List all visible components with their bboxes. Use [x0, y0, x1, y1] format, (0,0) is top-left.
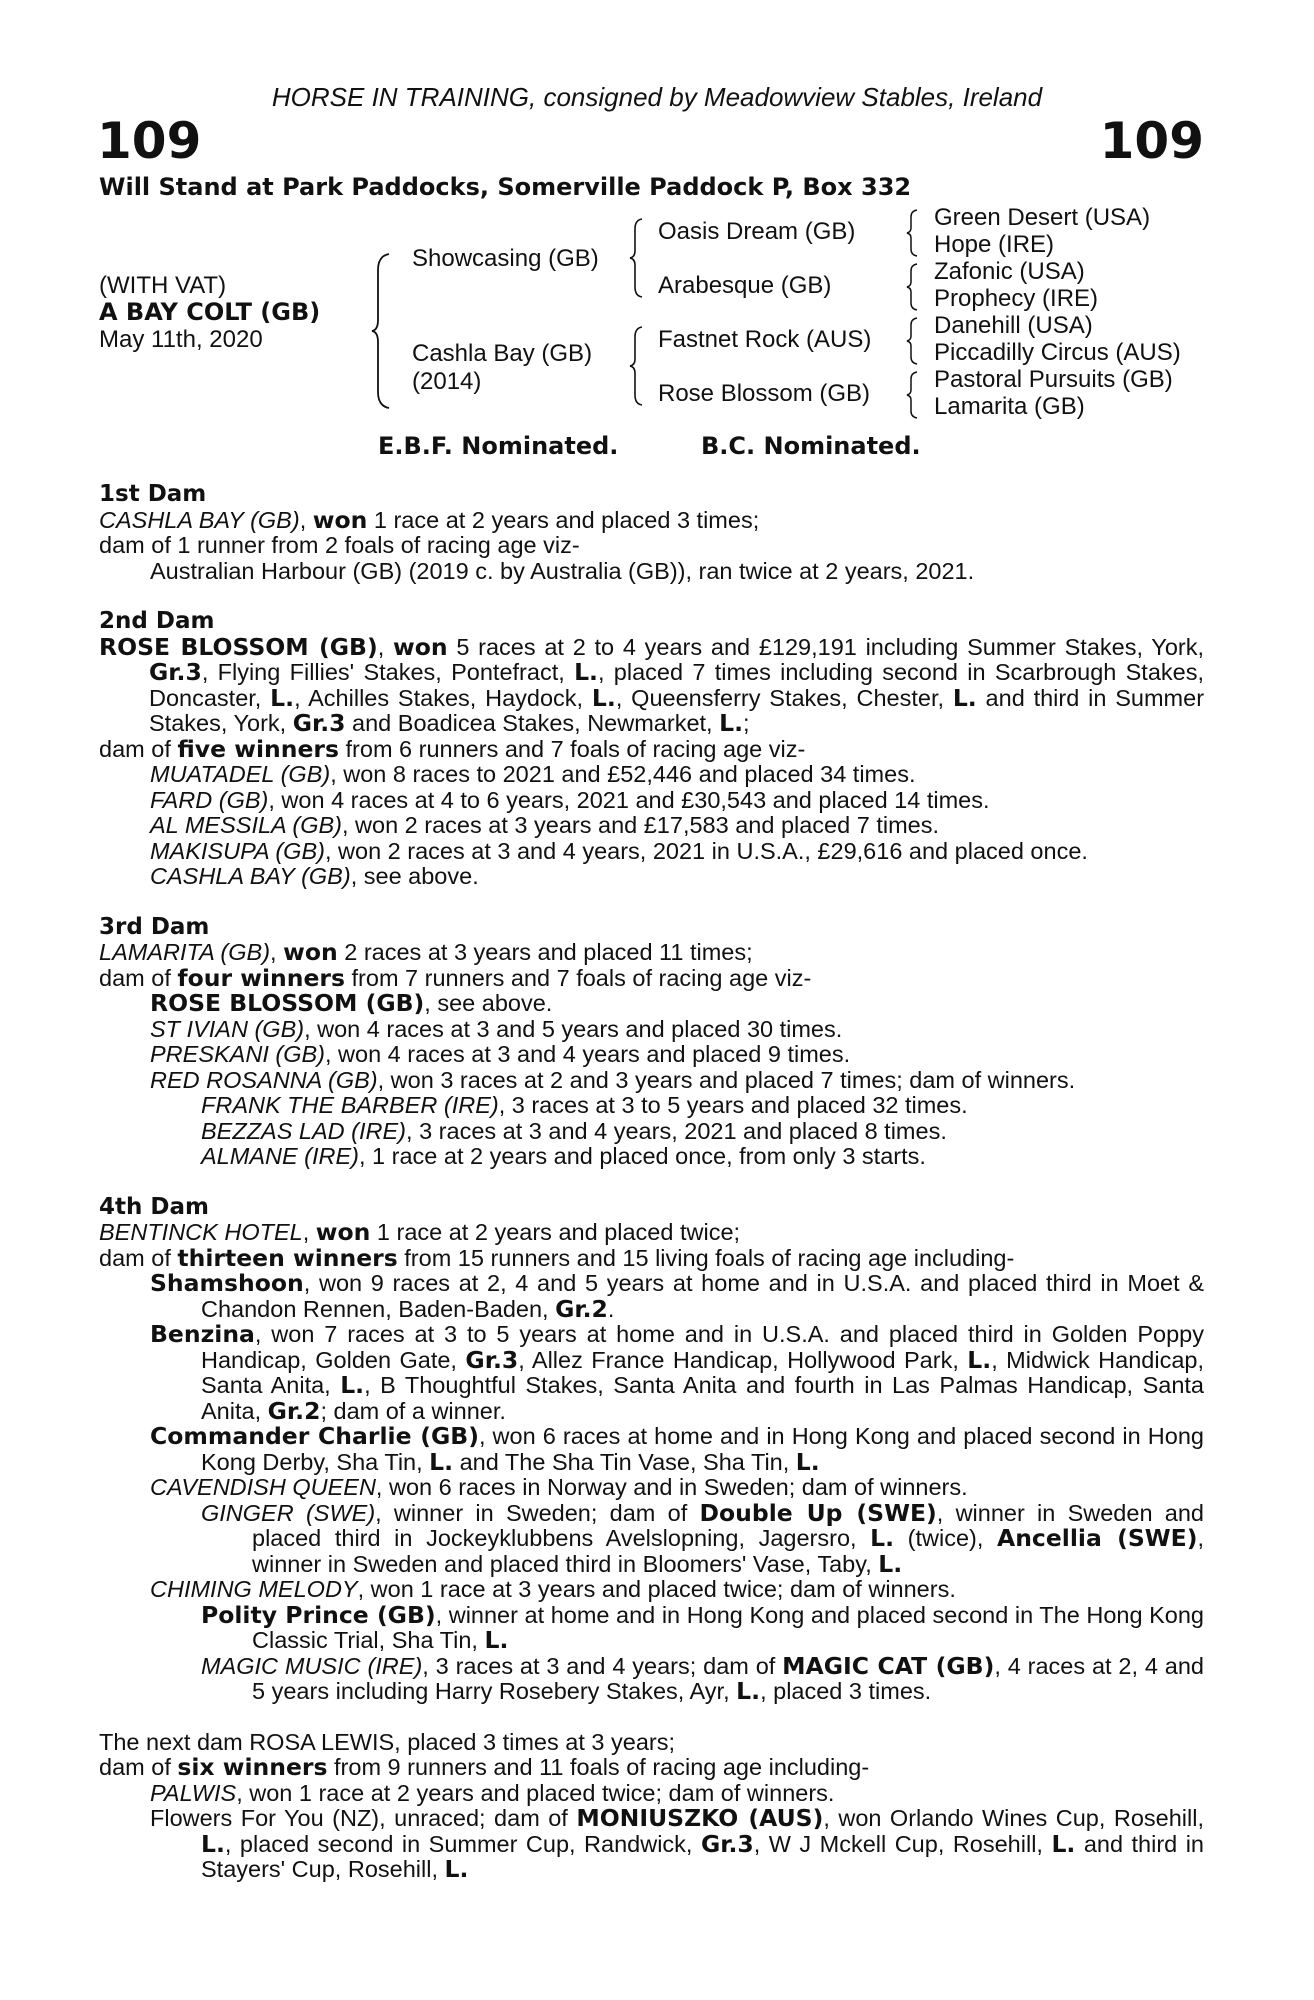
fourth-dam-heading: 4th Dam	[99, 1193, 209, 1220]
fourth-dam-produce: dam of thirteen winners from 15 runners and 15 living foals of racing age including-	[99, 1243, 1015, 1272]
list-item: ST IVIAN (GB), won 4 races at 3 and 5 years and placed 30 times.	[150, 1015, 843, 1042]
pedigree-sire: Showcasing (GB)	[412, 245, 599, 272]
pedigree-gen4-2: Hope (IRE)	[934, 231, 1055, 258]
list-item: CAVENDISH QUEEN, won 6 races in Norway and in Sweden; dam of winners.	[150, 1474, 968, 1500]
third-dam-produce: dam of four winners from 7 runners and 7 foals of racing age viz-	[99, 963, 812, 992]
pedigree-gen4-8: Lamarita (GB)	[934, 393, 1085, 420]
list-item: ROSE BLOSSOM (GB), see above.	[150, 989, 553, 1017]
pedigree-gen4-5: Danehill (USA)	[934, 312, 1093, 339]
fourth-dam-record: BENTINCK HOTEL, won 1 race at 2 years and placed twice;	[99, 1218, 741, 1246]
next-dam-record: The next dam ROSA LEWIS, placed 3 times at 3 years;	[99, 1728, 676, 1755]
first-dam-record-text: 1 race at 2 years and placed 3 times;	[367, 506, 760, 533]
pedigree-dams-dam: Rose Blossom (GB)	[658, 380, 871, 407]
first-dam-name: CASHLA BAY (GB)	[99, 506, 300, 533]
pedigree-gen4-1: Green Desert (USA)	[934, 204, 1151, 231]
lot-number-right: 109	[1099, 112, 1204, 170]
list-item: CHIMING MELODY, won 1 race at 3 years and placed twice; dam of winners.	[150, 1576, 956, 1602]
first-dam-record: CASHLA BAY (GB), won 1 race at 2 years and placed 3 times;	[99, 505, 760, 534]
pedigree-dam: Cashla Bay (GB)	[412, 340, 593, 367]
pedigree-brace-3c	[905, 316, 919, 366]
foaling-date: May 11th, 2020	[99, 326, 263, 353]
list-item: Commander Charlie (GB), won 6 races at home and in Hong Kong and placed second in Hong Kong Derby, Sha Tin, L. and The Sha Tin Vase, Sha Tin, L.	[150, 1422, 1204, 1476]
pedigree-brace-3d	[905, 370, 919, 420]
list-item: AL MESSILA (GB), won 2 races at 3 years and £17,583 and placed 7 times.	[150, 812, 939, 838]
list-item: FRANK THE BARBER (IRE), 3 races at 3 to 5 years and placed 32 times.	[201, 1092, 968, 1118]
pedigree-brace-2b	[628, 325, 644, 407]
third-dam-heading: 3rd Dam	[99, 913, 210, 940]
pedigree-brace-3b	[905, 262, 919, 312]
first-dam-heading: 1st Dam	[99, 481, 207, 507]
bc-nomination: B.C. Nominated.	[701, 432, 921, 460]
pedigree-sires-sire: Oasis Dream (GB)	[658, 218, 856, 245]
pedigree-brace-2a	[628, 217, 644, 299]
stabling-location: Will Stand at Park Paddocks, Somerville Paddock P, Box 332	[99, 173, 912, 201]
second-dam-produce: dam of five winners from 6 runners and 7 foals of racing age viz-	[99, 734, 806, 763]
ebf-nomination: E.B.F. Nominated.	[378, 432, 619, 460]
list-item: BEZZAS LAD (IRE), 3 races at 3 and 4 years, 2021 and placed 8 times.	[201, 1117, 947, 1144]
list-item: PRESKANI (GB), won 4 races at 3 and 4 years and placed 9 times.	[150, 1041, 851, 1067]
won-label: won	[312, 505, 368, 534]
pedigree-brace-3a	[905, 208, 919, 258]
pedigree-gen4-3: Zafonic (USA)	[934, 258, 1085, 285]
vat-note: (WITH VAT)	[99, 272, 227, 299]
list-item: GINGER (SWE), winner in Sweden; dam of Double Up (SWE), winner in Sweden and placed third in Jockeyklubbens Avelslopning, Jagersro, L. (twice), Ancellia (SWE), winner in Sweden and placed third in Bloomers' Vase, Taby, L.	[201, 1498, 1204, 1578]
list-item: CASHLA BAY (GB), see above.	[150, 863, 479, 889]
list-item: Shamshoon, won 9 races at 2, 4 and 5 years at home and in U.S.A. and placed third in Moet & Chandon Rennen, Baden-Baden, Gr.2.	[150, 1269, 1204, 1323]
family-content	[99, 482, 1204, 1883]
pedigree-dams-sire: Fastnet Rock (AUS)	[658, 326, 872, 353]
lot-number-left: 109	[97, 112, 202, 170]
list-item: MUATADEL (GB), won 8 races to 2021 and £52,446 and placed 34 times.	[150, 761, 916, 787]
list-item: Benzina, won 7 races at 3 to 5 years at home and in U.S.A. and placed third in Golden Poppy Handicap, Golden Gate, Gr.3, Allez France Handicap, Hollywood Park, L., Midwick Handicap, Santa Anita, L., B Thoughtful Stakes, Santa Anita and fourth in Las Palmas Handicap, Santa Anita, Gr.2; dam of a winner.	[150, 1320, 1204, 1425]
pedigree-sires-dam: Arabesque (GB)	[658, 272, 832, 299]
pedigree-gen4-6: Piccadilly Circus (AUS)	[934, 339, 1181, 366]
list-item: ALMANE (IRE), 1 race at 2 years and placed once, from only 3 starts.	[201, 1143, 926, 1169]
pedigree-gen4-7: Pastoral Pursuits (GB)	[934, 366, 1173, 393]
list-item: RED ROSANNA (GB), won 3 races at 2 and 3 years and placed 7 times; dam of winners.	[150, 1066, 1076, 1093]
pedigree-dam-year: (2014)	[412, 368, 482, 395]
second-dam-record: ROSE BLOSSOM (GB), won 5 races at 2 to 4 years and £129,191 including Summer Stakes, York, Gr.3, Flying Fillies' Stakes, Pontefract, L., placed 7 times including second in Scarbrough Stakes, Doncaster, L., Achilles Stakes, Haydock, L., Queensferry Stakes, Chester, L. and third in Summer Stakes, York, Gr.3 and Boadicea Stakes, Newmarket, L.;	[99, 632, 1205, 737]
next-dam-produce: dam of six winners from 9 runners and 11 foals of racing age including-	[99, 1753, 870, 1781]
pedigree-gen4-4: Prophecy (IRE)	[934, 285, 1099, 312]
catalogue-subtitle: HORSE IN TRAINING, consigned by Meadowview Stables, Ireland	[271, 82, 1043, 112]
list-item: Polity Prince (GB), winner at home and in Hong Kong and placed second in The Hong Kong Classic Trial, Sha Tin, L.	[201, 1600, 1204, 1654]
pedigree-brace-1	[370, 252, 392, 410]
second-dam-heading: 2nd Dam	[99, 608, 215, 634]
list-item: Flowers For You (NZ), unraced; dam of MONIUSZKO (AUS), won Orlando Wines Cup, Rosehill, L., placed second in Summer Cup, Randwick, Gr.3, W J Mckell Cup, Rosehill, L. and third in Stayers' Cup, Rosehill, L.	[150, 1804, 1204, 1883]
list-item: PALWIS, won 1 race at 2 years and placed twice; dam of winners.	[150, 1779, 835, 1806]
horse-name: A BAY COLT (GB)	[99, 298, 321, 326]
list-item: MAKISUPA (GB), won 2 races at 3 and 4 years, 2021 in U.S.A., £29,616 and placed once.	[150, 837, 1088, 864]
first-dam-produce: dam of 1 runner from 2 foals of racing age viz-	[99, 532, 580, 558]
third-dam-record: LAMARITA (GB), won 2 races at 3 years and placed 11 times;	[99, 938, 753, 966]
list-item: FARD (GB), won 4 races at 4 to 6 years, 2021 and £30,543 and placed 14 times.	[150, 786, 990, 813]
first-dam-offspring: Australian Harbour (GB) (2019 c. by Australia (GB)), ran twice at 2 years, 2021.	[150, 557, 975, 584]
list-item: MAGIC MUSIC (IRE), 3 races at 3 and 4 years; dam of MAGIC CAT (GB), 4 races at 2, 4 and 5 years including Harry Rosebery Stakes, Ayr, L., placed 3 times.	[201, 1651, 1205, 1705]
